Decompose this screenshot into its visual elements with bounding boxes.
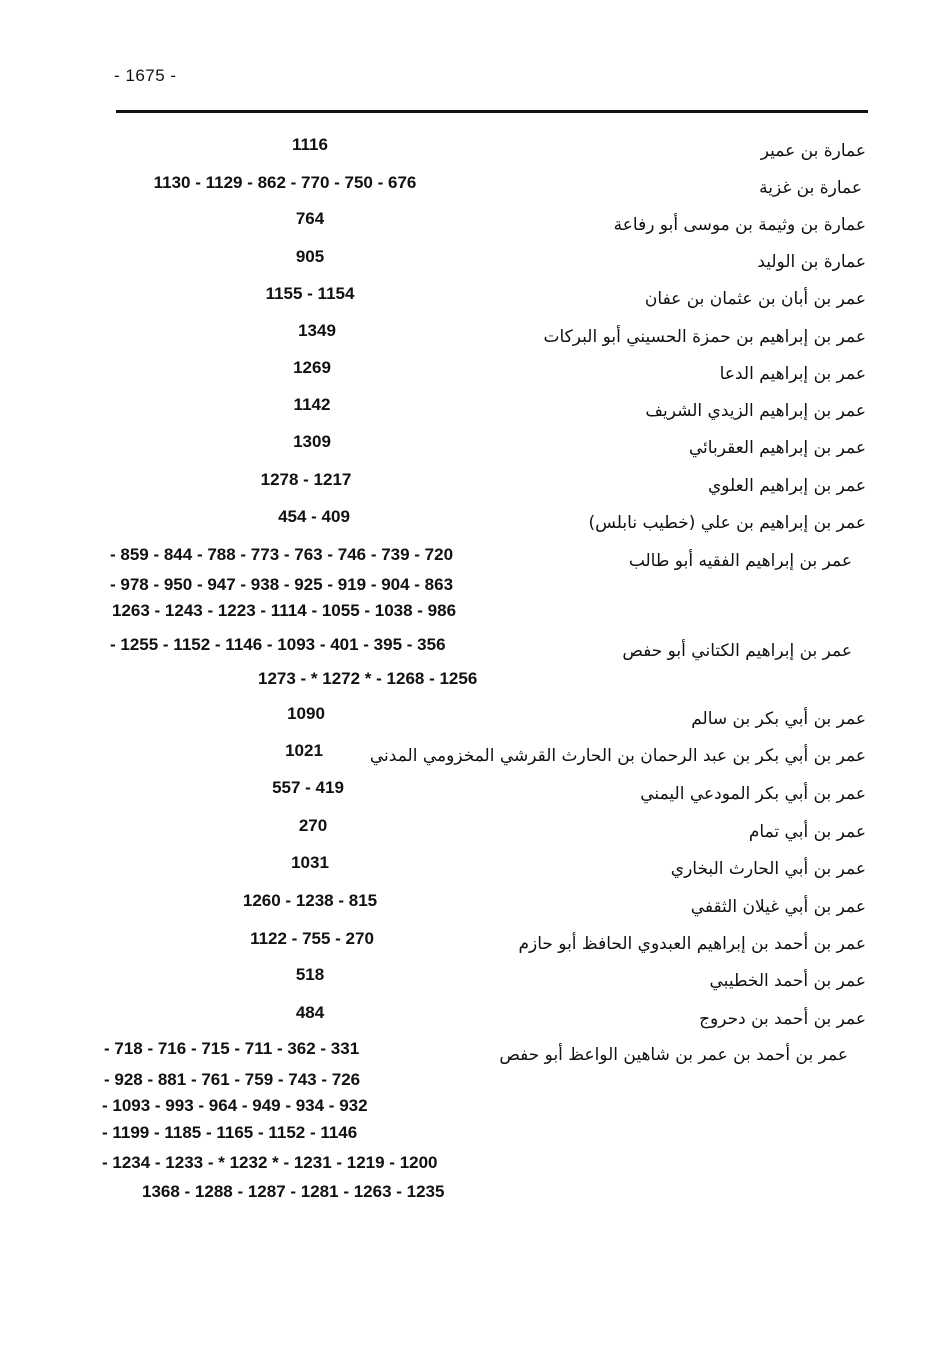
entry-name: عمر بن أبي تمام — [748, 822, 866, 842]
entry-refs: 1031 — [291, 853, 329, 872]
entry-name: عمارة بن الوليد — [757, 252, 866, 272]
entry-name: عمارة بن عمير — [760, 141, 866, 161]
entry-name: عمر بن أبي غيلان الثقفي — [690, 897, 866, 917]
entry-refs: 1130 - 1129 - 862 - 770 - 750 - 676 — [153, 173, 417, 192]
entry-name: عمر بن أحمد بن إبراهيم العبدوي الحافظ أبو حازم — [518, 934, 866, 954]
entry-name: عمر بن إبراهيم بن حمزة الحسيني أبو البركات — [543, 327, 866, 347]
entry-name: عمر بن إبراهيم العلوي — [707, 476, 866, 496]
entry-name: عمر بن إبراهيم الدعا — [719, 364, 866, 384]
entry-name: عمر بن إبراهيم الفقيه أبو طالب — [628, 551, 852, 571]
entry-refs: 905 — [295, 247, 325, 266]
entry-name: عمر بن إبراهيم بن علي (خطيب نابلس) — [588, 513, 866, 533]
entry-refs: 1116 — [292, 135, 328, 154]
entry-name: عمر بن إبراهيم العقربائي — [688, 438, 866, 458]
entry-name: عمر بن إبراهيم الكتاني أبو حفص — [622, 641, 852, 661]
entry-name: عمر بن أحمد الخطيبي — [709, 971, 866, 991]
entry-refs: 1122 - 755 - 270 — [250, 929, 374, 948]
entry-name: عمارة بن وثيمة بن موسى أبو رفاعة — [613, 215, 866, 235]
entry-ref-line: - 928 - 881 - 761 - 759 - 743 - 726 — [104, 1070, 361, 1089]
entry-name: عمر بن أبي بكر بن سالم — [691, 709, 866, 729]
entry-name: عمر بن إبراهيم الزيدي الشريف — [645, 401, 866, 421]
entry-refs: 270 — [298, 816, 328, 835]
entry-refs: 1309 — [293, 432, 331, 451]
entry-refs: 518 — [295, 965, 325, 984]
entry-name: عمر بن أبي بكر بن عبد الرحمان بن الحارث القرشي المخزومي المدني — [369, 746, 866, 766]
entry-ref-line: - 1255 - 1152 - 1146 - 1093 - 401 - 395 - 356 — [110, 635, 446, 654]
header-rule — [116, 110, 868, 113]
entry-ref-line: 1263 - 1243 - 1223 - 1114 - 1055 - 1038 - 986 — [112, 601, 457, 620]
entry-ref-line: 1368 - 1288 - 1287 - 1281 - 1263 - 1235 — [142, 1182, 445, 1201]
entry-refs: 557 - 419 — [272, 778, 344, 797]
entry-name: عمر بن أحمد بن دحروج — [699, 1009, 866, 1029]
entry-ref-line: - 1199 - 1185 - 1165 - 1152 - 1146 — [102, 1123, 358, 1142]
entry-refs: 1155 - 1154 — [265, 284, 355, 303]
entry-ref-line: - 1234 - 1233 - * 1232 * - 1231 - 1219 - 1200 — [102, 1153, 438, 1172]
entry-ref-line: - 718 - 716 - 715 - 711 - 362 - 331 — [104, 1039, 360, 1058]
entry-refs: 454 - 409 — [278, 507, 350, 526]
entry-refs: 1021 — [285, 741, 323, 760]
entry-name: عمر بن أبي الحارث البخاري — [670, 859, 866, 879]
entry-name: عمر بن أبان بن عثمان بن عفان — [644, 289, 866, 309]
entry-refs: 484 — [295, 1003, 325, 1022]
entry-refs: 1260 - 1238 - 815 — [242, 891, 378, 910]
entry-refs: 1349 — [298, 321, 336, 340]
entry-name: عمارة بن غزية — [759, 178, 862, 198]
entry-refs: 1269 — [293, 358, 331, 377]
entry-refs: 764 — [295, 209, 325, 228]
entry-refs: 1090 — [287, 704, 325, 723]
entry-ref-line: - 859 - 844 - 788 - 773 - 763 - 746 - 739 - 720 — [110, 545, 454, 564]
entry-ref-line: 1273 - * 1272 * - 1268 - 1256 — [258, 669, 478, 688]
entry-name: عمر بن أبي بكر المودعي اليمني — [640, 784, 866, 804]
entry-refs: 1142 — [293, 395, 331, 414]
entry-name: عمر بن أحمد بن عمر بن شاهين الواعظ أبو حفص — [499, 1045, 848, 1065]
page-number: - 1675 - — [114, 66, 177, 85]
entry-ref-line: - 978 - 950 - 947 - 938 - 925 - 919 - 904 - 863 — [110, 575, 454, 594]
entry-ref-line: - 1093 - 993 - 964 - 949 - 934 - 932 — [102, 1096, 368, 1115]
entry-refs: 1278 - 1217 — [260, 470, 352, 489]
